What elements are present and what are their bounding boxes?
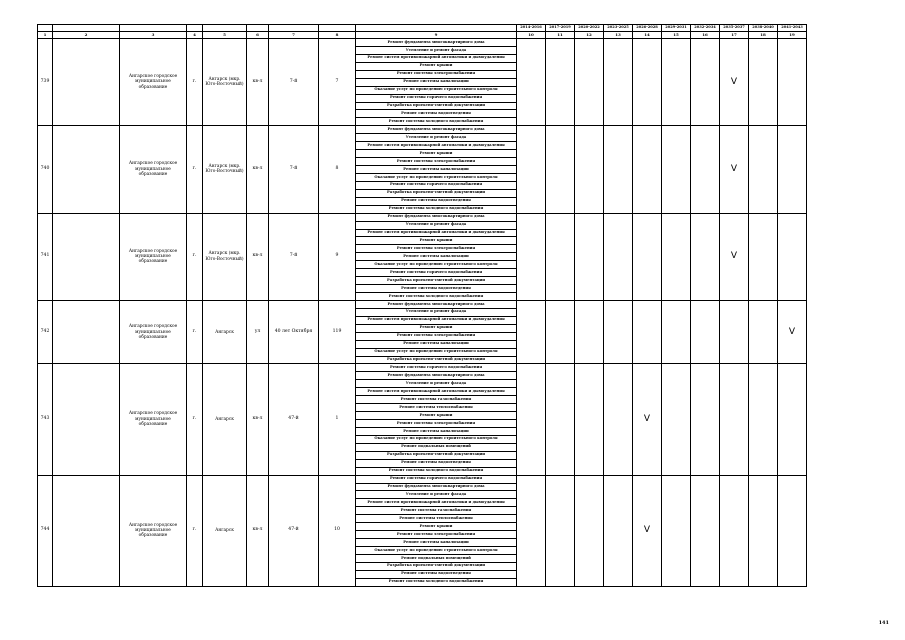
work-type-cell: Ремонт систем противопожарной автоматики и дымоудаления [356,388,517,396]
period-header-cell: 2014-2016 [517,25,546,32]
period-header-cell: 2035-2037 [720,25,749,32]
period-cell [720,300,749,364]
period-cell [575,39,604,126]
empty-cell [53,364,120,475]
work-type-cell: Утепление и ремонт фасада [356,46,517,54]
period-cell [749,126,778,213]
work-type-cell: Ремонт системы горячего водоснабжения [356,269,517,277]
municipality-cell: Ангарское городское муниципальное образование [120,39,187,126]
row-number-cell: 739 [38,39,53,126]
period-cell [691,475,720,586]
period-cell [604,213,633,300]
period-cell [604,364,633,475]
period-cell [575,475,604,586]
work-type-cell: Ремонт системы горячего водоснабжения [356,364,517,372]
period-header-cell: 2032-2034 [691,25,720,32]
empty-cell [53,300,120,364]
capital-repair-schedule-table [37,24,807,587]
work-type-cell: Ремонт системы водоотведения [356,110,517,118]
municipality-cell: Ангарское городское муниципальное образование [120,364,187,475]
period-cell [662,126,691,213]
header-blank-cell [319,25,356,32]
period-cell [517,126,546,213]
work-type-cell: Ремонт системы электроснабжения [356,332,517,340]
period-header-cell: 2023-2025 [604,25,633,32]
column-number-cell: 18 [749,32,778,39]
work-type-cell: Ремонт системы водоотведения [356,570,517,578]
row-number-cell: 743 [38,364,53,475]
work-type-cell: Утепление и ремонт фасада [356,491,517,499]
period-cell [546,300,575,364]
period-check-mark: V [633,364,662,475]
work-type-cell: Ремонт системы водоотведения [356,285,517,293]
period-cell [662,39,691,126]
period-cell [778,126,807,213]
period-cell [633,213,662,300]
municipality-cell: Ангарское городское муниципальное образование [120,213,187,300]
building-row [38,475,807,483]
header-blank-cell [356,25,517,32]
period-header-cell: 2029-2031 [662,25,691,32]
period-header-cell: 2026-2028 [633,25,662,32]
work-type-cell: Ремонт системы электроснабжения [356,531,517,539]
settlement-cell: Ангарск (мкр. Юго-Восточный) [203,126,247,213]
work-type-cell: Ремонт системы канализации [356,78,517,86]
period-cell [517,475,546,586]
column-number-cell: 7 [269,32,319,39]
work-type-cell: Ремонт системы электроснабжения [356,158,517,166]
building-row [38,39,807,47]
work-type-cell: Разработка проектно-сметной документации [356,562,517,570]
period-cell [633,39,662,126]
work-type-cell: Ремонт системы электроснабжения [356,70,517,78]
period-cell [546,39,575,126]
settlement-type-cell: г. [187,126,203,213]
empty-cell [53,126,120,213]
column-number-cell: 8 [319,32,356,39]
period-cell [749,213,778,300]
street-cell: 47-й [269,475,319,586]
period-cell [691,300,720,364]
work-type-cell: Разработка проектно-сметной документации [356,451,517,459]
work-type-cell: Утепление и ремонт фасада [356,134,517,142]
work-type-cell: Ремонт фундамента многоквартирного дома [356,483,517,491]
column-number-cell: 12 [575,32,604,39]
work-type-cell: Ремонт систем противопожарной автоматики и дымоудаления [356,54,517,62]
column-number-cell: 10 [517,32,546,39]
settlement-cell: Ангарск (мкр. Юго-Восточный) [203,213,247,300]
period-cell [778,39,807,126]
street-cell: 7-й [269,39,319,126]
work-type-cell: Оказание услуг по проведению строительного контроля [356,435,517,443]
period-cell [749,364,778,475]
period-cell [604,39,633,126]
column-number-cell: 9 [356,32,517,39]
header-blank-cell [203,25,247,32]
period-cell [575,213,604,300]
period-cell [633,300,662,364]
column-number-cell: 5 [203,32,247,39]
period-cell [575,126,604,213]
period-check-mark: V [720,126,749,213]
work-type-cell: Утепление и ремонт фасада [356,380,517,388]
header-blank-cell [187,25,203,32]
column-number-cell: 16 [691,32,720,39]
work-type-cell: Ремонт системы теплоснабжения [356,404,517,412]
period-cell [749,39,778,126]
work-type-cell: Оказание услуг по проведению строительного контроля [356,261,517,269]
work-type-cell: Ремонт системы теплоснабжения [356,515,517,523]
settlement-type-cell: г. [187,364,203,475]
settlement-type-cell: г. [187,213,203,300]
column-number-cell: 13 [604,32,633,39]
house-cell: 8 [319,126,356,213]
municipality-cell: Ангарское городское муниципальное образование [120,475,187,586]
street-type-cell: кв-л [247,475,269,586]
period-cell [720,475,749,586]
period-cell [778,475,807,586]
row-number-cell: 741 [38,213,53,300]
period-cell [691,364,720,475]
column-number-cell: 15 [662,32,691,39]
column-number-cell: 3 [120,32,187,39]
work-type-cell: Ремонт крыши [356,150,517,158]
column-number-cell: 19 [778,32,807,39]
work-type-cell: Ремонт систем противопожарной автоматики и дымоудаления [356,499,517,507]
work-type-cell: Ремонт систем противопожарной автоматики и дымоудаления [356,229,517,237]
period-check-mark: V [720,39,749,126]
period-cell [662,364,691,475]
column-number-cell: 1 [38,32,53,39]
building-row [38,213,807,221]
page-number: 141 [878,620,889,626]
settlement-cell: Ангарск [203,475,247,586]
period-cell [517,364,546,475]
period-cell [517,213,546,300]
period-cell [691,126,720,213]
work-type-cell: Разработка проектно-сметной документации [356,102,517,110]
work-type-cell: Ремонт системы канализации [356,253,517,261]
house-cell: 9 [319,213,356,300]
work-type-cell: Разработка проектно-сметной документации [356,356,517,364]
work-type-cell: Ремонт подвальных помещений [356,554,517,562]
period-cell [546,475,575,586]
period-header-cell: 2041-2043 [778,25,807,32]
work-type-cell: Оказание услуг по проведению строительного контроля [356,86,517,94]
header-blank-cell [247,25,269,32]
work-type-cell: Ремонт систем противопожарной автоматики и дымоудаления [356,316,517,324]
work-type-cell: Оказание услуг по проведению строительного контроля [356,173,517,181]
work-type-cell: Ремонт фундамента многоквартирного дома [356,300,517,308]
work-type-cell: Ремонт системы канализации [356,539,517,547]
work-type-cell: Ремонт фундамента многоквартирного дома [356,213,517,221]
street-type-cell: кв-л [247,213,269,300]
work-type-cell: Ремонт системы канализации [356,166,517,174]
work-type-cell: Ремонт системы горячего водоснабжения [356,475,517,483]
work-type-cell: Ремонт системы горячего водоснабжения [356,181,517,189]
settlement-type-cell: г. [187,39,203,126]
street-cell: 7-й [269,213,319,300]
building-row [38,126,807,134]
work-type-cell: Оказание услуг по проведению строительного контроля [356,547,517,555]
work-type-cell: Ремонт крыши [356,237,517,245]
work-type-cell: Ремонт системы холодного водоснабжения [356,118,517,126]
work-type-cell: Ремонт системы холодного водоснабжения [356,205,517,213]
work-type-cell: Ремонт фундамента многоквартирного дома [356,39,517,47]
empty-cell [53,39,120,126]
work-type-cell: Оказание услуг по проведению строительного контроля [356,348,517,356]
row-number-cell: 744 [38,475,53,586]
work-type-cell: Ремонт системы газоснабжения [356,396,517,404]
settlement-type-cell: г. [187,300,203,364]
period-cell [749,475,778,586]
street-cell: 7-й [269,126,319,213]
period-cell [546,126,575,213]
period-cell [749,300,778,364]
header-blank-cell [120,25,187,32]
street-type-cell: кв-л [247,126,269,213]
work-type-cell: Ремонт системы газоснабжения [356,507,517,515]
settlement-cell: Ангарск [203,300,247,364]
period-cell [546,213,575,300]
street-cell: 40 лет Октября [269,300,319,364]
period-check-mark: V [633,475,662,586]
period-cell [691,213,720,300]
column-number-row [38,32,807,39]
work-type-cell: Ремонт системы канализации [356,427,517,435]
column-number-cell: 17 [720,32,749,39]
building-row [38,300,807,308]
work-type-cell: Ремонт системы водоотведения [356,459,517,467]
period-cell [604,126,633,213]
work-type-cell: Ремонт крыши [356,324,517,332]
municipality-cell: Ангарское городское муниципальное образование [120,300,187,364]
settlement-cell: Ангарск [203,364,247,475]
column-number-cell: 6 [247,32,269,39]
work-type-cell: Утепление и ремонт фасада [356,221,517,229]
period-cell [691,39,720,126]
work-type-cell: Ремонт крыши [356,62,517,70]
work-type-cell: Ремонт фундамента многоквартирного дома [356,372,517,380]
header-blank-cell [269,25,319,32]
work-type-cell: Утепление и ремонт фасада [356,308,517,316]
period-header-cell: 2038-2040 [749,25,778,32]
period-cell [633,126,662,213]
work-type-cell: Разработка проектно-сметной документации [356,189,517,197]
period-check-mark: V [778,300,807,364]
period-cell [517,300,546,364]
street-cell: 47-й [269,364,319,475]
house-cell: 7 [319,39,356,126]
period-cell [604,475,633,586]
house-cell: 119 [319,300,356,364]
work-type-cell: Ремонт системы водоотведения [356,197,517,205]
work-type-cell: Ремонт системы электроснабжения [356,245,517,253]
work-type-cell: Ремонт системы горячего водоснабжения [356,94,517,102]
period-check-mark: V [720,213,749,300]
period-cell [778,364,807,475]
period-header-cell: 2017-2019 [546,25,575,32]
period-cell [662,475,691,586]
work-type-cell: Ремонт системы холодного водоснабжения [356,467,517,475]
period-cell [662,300,691,364]
period-cell [546,364,575,475]
work-type-cell: Ремонт системы холодного водоснабжения [356,578,517,586]
period-cell [575,364,604,475]
building-row [38,364,807,372]
period-header-cell: 2020-2022 [575,25,604,32]
period-cell [517,39,546,126]
column-number-cell: 2 [53,32,120,39]
settlement-cell: Ангарск (мкр. Юго-Восточный) [203,39,247,126]
street-type-cell: кв-л [247,39,269,126]
header-blank-cell [53,25,120,32]
work-type-cell: Ремонт системы канализации [356,340,517,348]
work-type-cell: Ремонт крыши [356,412,517,420]
period-cell [604,300,633,364]
empty-cell [53,475,120,586]
period-cell [720,364,749,475]
work-type-cell: Ремонт системы электроснабжения [356,420,517,428]
column-number-cell: 11 [546,32,575,39]
municipality-cell: Ангарское городское муниципальное образование [120,126,187,213]
settlement-type-cell: г. [187,475,203,586]
column-number-cell: 4 [187,32,203,39]
period-cell [778,213,807,300]
house-cell: 10 [319,475,356,586]
empty-cell [53,213,120,300]
period-cell [662,213,691,300]
period-header-row [38,25,807,32]
work-type-cell: Ремонт систем противопожарной автоматики и дымоудаления [356,142,517,150]
work-type-cell: Ремонт подвальных помещений [356,443,517,451]
street-type-cell: ул [247,300,269,364]
work-type-cell: Ремонт системы холодного водоснабжения [356,293,517,301]
column-number-cell: 14 [633,32,662,39]
work-type-cell: Разработка проектно-сметной документации [356,277,517,285]
house-cell: 1 [319,364,356,475]
work-type-cell: Ремонт фундамента многоквартирного дома [356,126,517,134]
header-blank-cell [38,25,53,32]
work-type-cell: Ремонт крыши [356,523,517,531]
street-type-cell: кв-л [247,364,269,475]
period-cell [575,300,604,364]
row-number-cell: 742 [38,300,53,364]
row-number-cell: 740 [38,126,53,213]
